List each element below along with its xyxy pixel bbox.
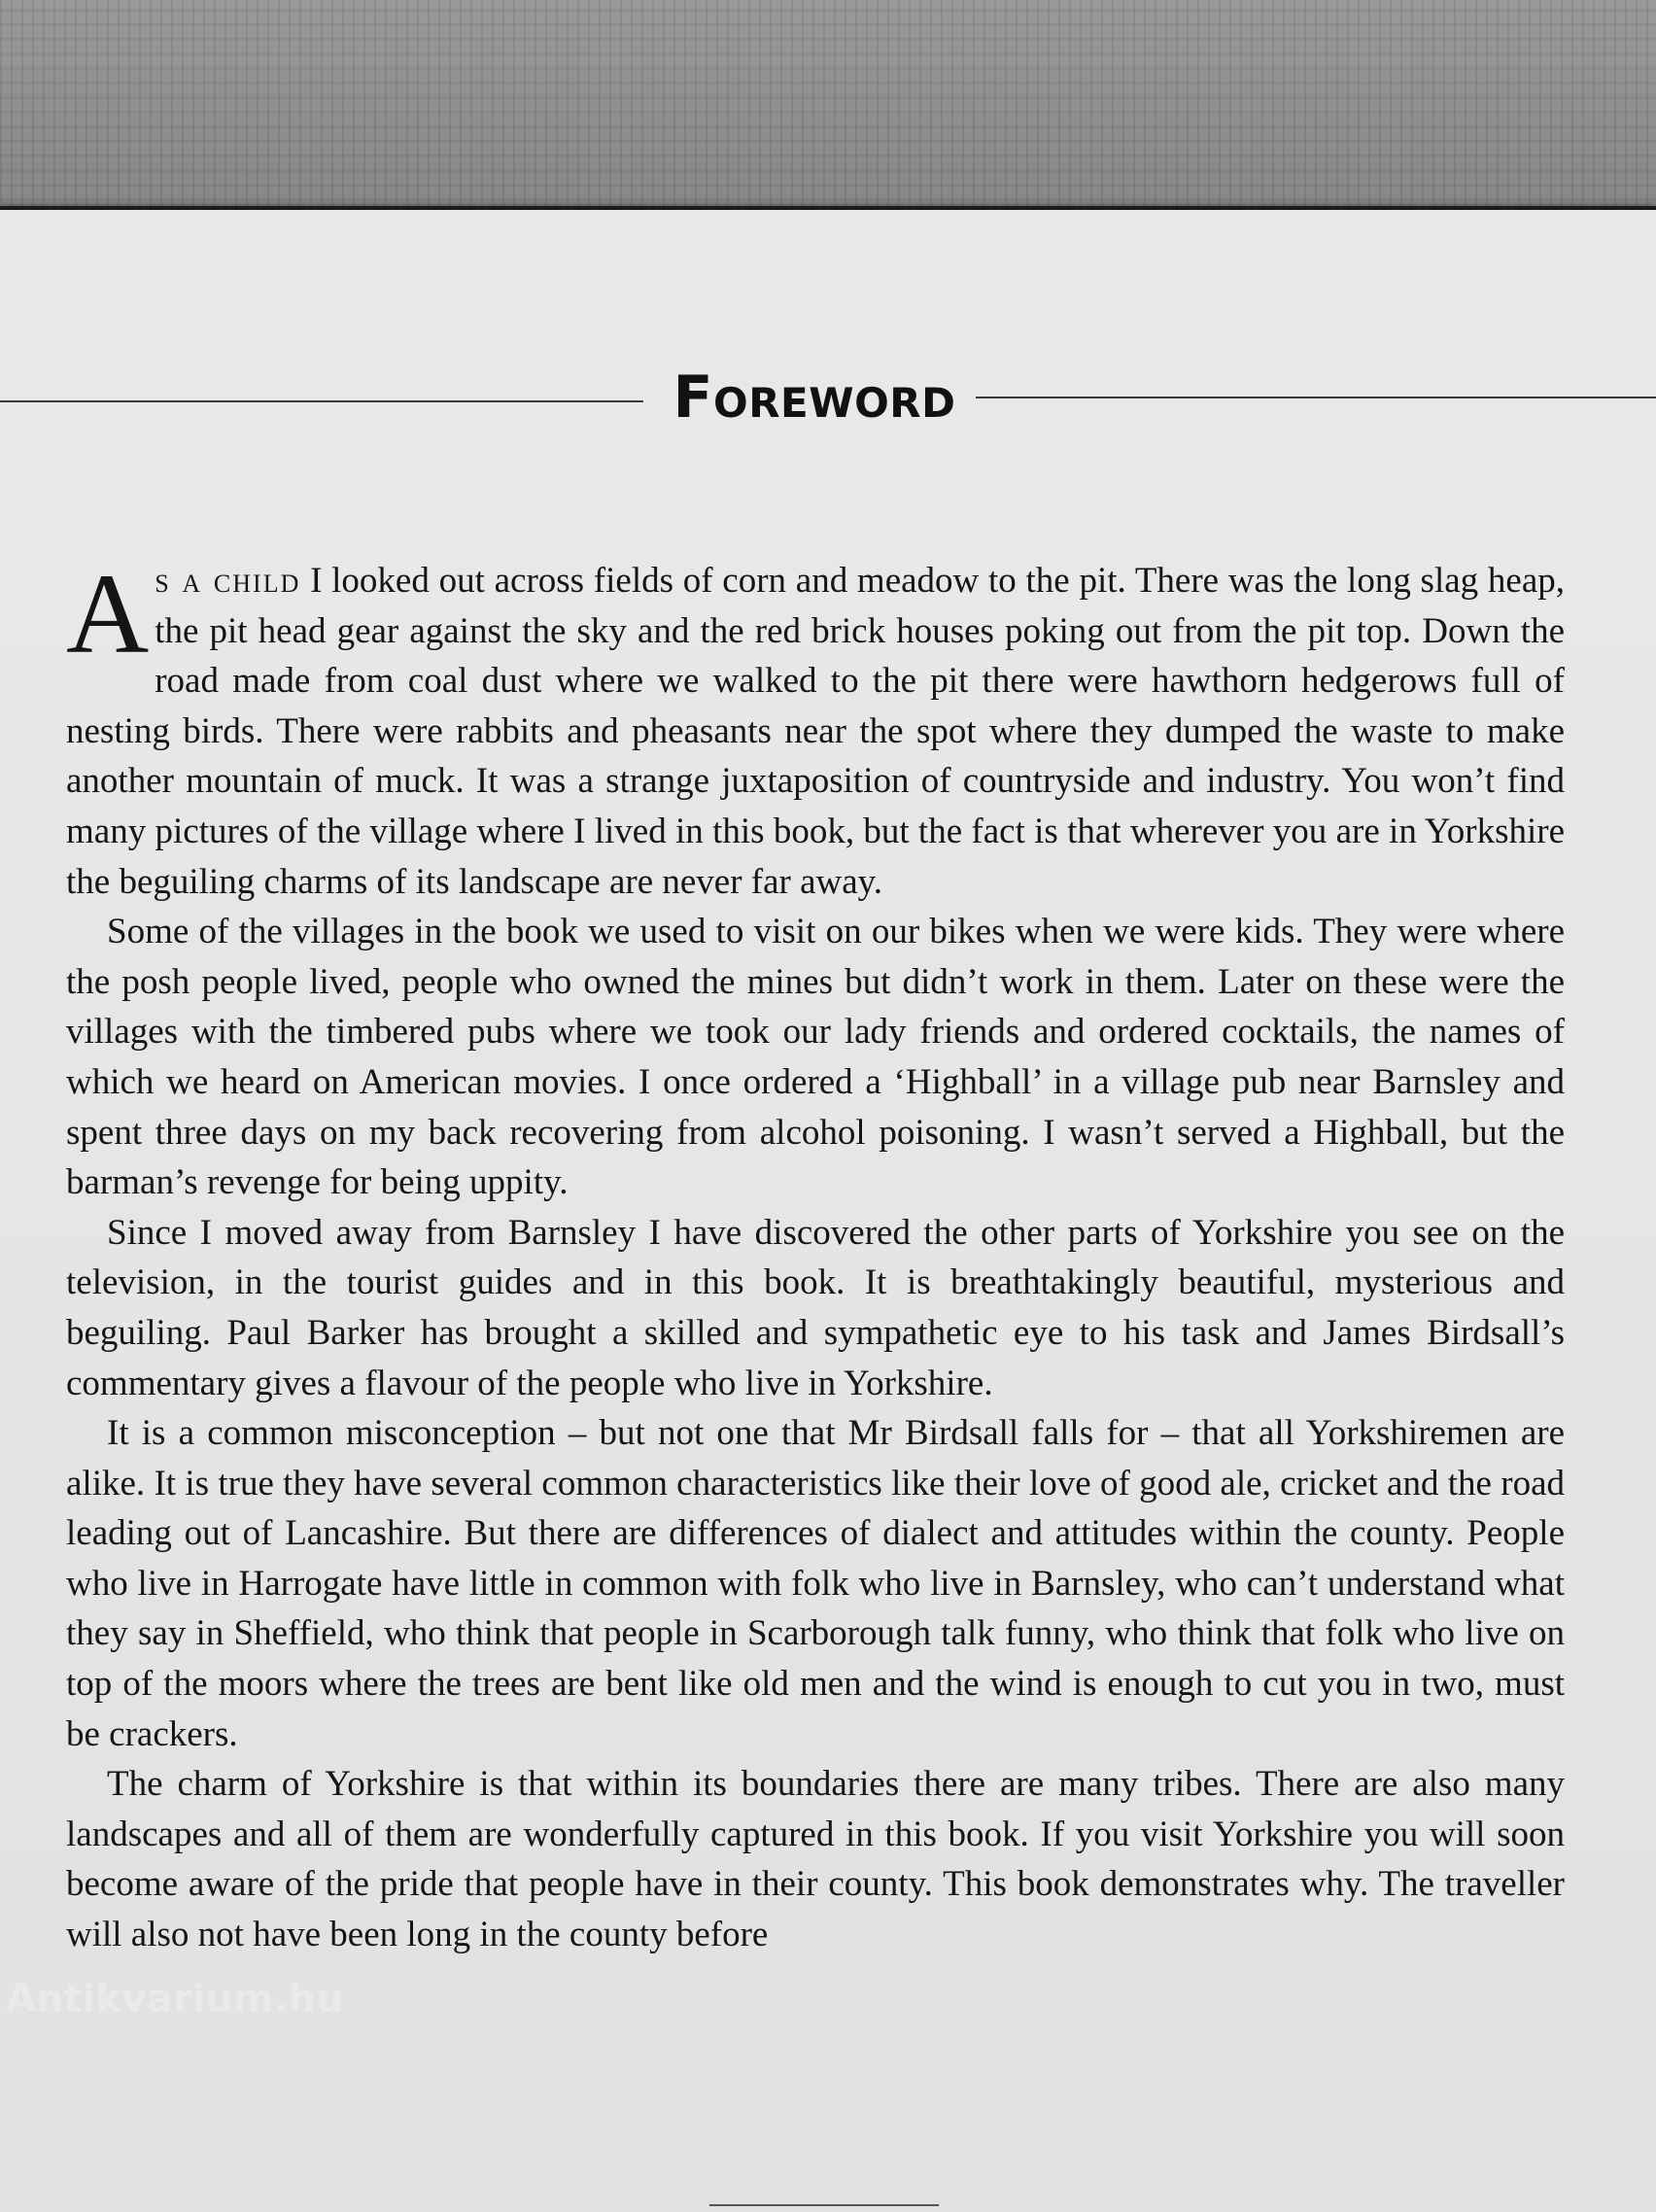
footer-rule — [709, 2204, 939, 2206]
watermark: Antikvarium.hu — [6, 1977, 344, 2022]
paragraph-1-text: I looked out across fields of corn and meadow to the pit. There was the long slag heap, the pit head gear against the sky and the red brick houses poking out from the pit top. Down the road made from coal dust where we walked to the pit there were hawthorn hedgerows full of nesting birds. There were rabbits and pheasants near the spot where they dumped the waste to make another mountain of muck. It was a strange juxtaposition of countryside and industry. You won’t find many pictures of the village where I lived in this book, but the fact is that wherever you are in Yorkshire the beguiling charms of its landscape are never far away. — [66, 561, 1565, 902]
drop-cap: A — [66, 550, 150, 677]
paragraph-3: Since I moved away from Barnsley I have discovered the other parts of Yorkshire you see on the television, in the tourist guides and in this book. It is breathtakingly beautiful, mysterious and beguiling. Paul Barker has brought a skilled and sympathetic eye to his task and James Birdsall’s commentary gives a flavour of the people who live in Yorkshire. — [66, 1212, 1565, 1403]
paragraph-2: Some of the villages in the book we used to visit on our bikes when we were kids. They were where the posh people lived, people who owned the mines but didn’t work in them. Later on these were the villages with the timbered pubs where we took our lady friends and ordered cocktails, the names of which we heard on American movies. I once ordered a ‘Highball’ in a village pub near Barnsley and spent three days on my back recovering from alcohol poisoning. I wasn’t served a Highball, but the barman’s revenge for being uppity. — [66, 912, 1565, 1203]
book-page — [0, 206, 1656, 2212]
paragraph-1 — [66, 550, 1565, 907]
lead-in: s a child — [155, 561, 301, 601]
background-surface — [0, 0, 1656, 216]
heading-row — [0, 356, 1656, 439]
paragraph-4: It is a common misconception – but not one that Mr Birdsall falls for – that all Yorkshiremen are alike. It is true they have several common characteristics like their love of good ale, cricket and the road leading out of Lancashire. But there are differences of dialect and attitudes within the county. People who live in Harrogate have little in common with folk who live in Barnsley, who can’t understand what they say in Sheffield, who think that people in Scarborough talk funny, who think that folk who live on top of the moors where the trees are bent like old men and the wind is enough to cut you in two, must be crackers. — [66, 1413, 1565, 1754]
foreword-body — [66, 550, 1565, 1960]
heading-rule-left — [0, 400, 643, 402]
page-title: Foreword — [673, 363, 956, 432]
heading-rule-right — [976, 397, 1656, 398]
paragraph-5: The charm of Yorkshire is that within its boundaries there are many tribes. There are also many landscapes and all of them are wonderfully captured in this book. If you visit Yorkshire you will soon become aware of the pride that people have in their county. This book demonstrates why. The traveller will also not have been long in the county before — [66, 1764, 1565, 1955]
